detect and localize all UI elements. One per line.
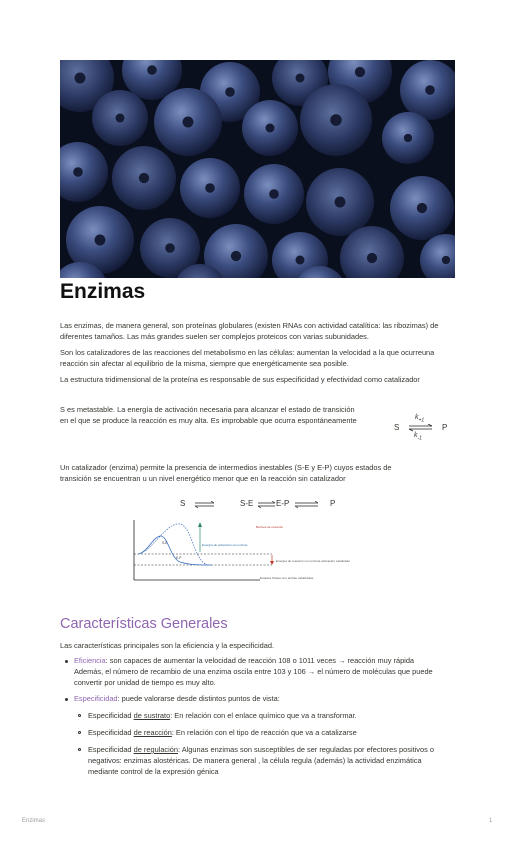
blueberry-crown (269, 189, 279, 199)
equilibrium-arrows (408, 424, 434, 432)
diagram-label-final: Estados finales con ambas catalizadas (260, 576, 314, 580)
species-p: P (330, 499, 336, 508)
diagram-label-barrier: Barrera de reacción (256, 525, 284, 529)
blueberry-crown (225, 87, 235, 97)
sub-lead: Especificidad (88, 728, 134, 737)
blueberry-crown (75, 73, 86, 84)
bullet-eficiencia (74, 655, 454, 689)
sub-rest: : Algunas enzimas son susceptibles de ser reguladas por efectores positivos o negativos: enzimas alostéricas. De manera general , la célula regula (además) la actividad enzimática mediante control de la expresión génica (88, 745, 434, 777)
especificidad-label: Especificidad (74, 694, 118, 703)
species-ep: E-P (276, 499, 290, 508)
reaction-p: P (442, 423, 448, 432)
sub-rest: : En relación con el tipo de reacción que va a catalizarse (171, 728, 357, 737)
footer-doc-title: Enzimas (22, 818, 46, 824)
species-s: S (180, 499, 186, 508)
diagram-label-catalyzed: Energía de reacción con enzima activación catalizada (276, 559, 350, 563)
sub-bullet-sustrato (88, 710, 448, 721)
blueberry-crown (147, 65, 157, 75)
cover-image (60, 60, 455, 278)
diagram-small-label-2: E-P (176, 556, 182, 560)
blueberry-crown (95, 235, 106, 246)
sub-bullet-reaccion (88, 727, 448, 738)
reaction-s: S (394, 423, 400, 432)
blueberry-crown (355, 67, 365, 77)
energy-diagram-graphic (132, 518, 362, 586)
reaction-equation-2 (178, 498, 348, 512)
eq-arrows-3 (294, 501, 320, 509)
blueberry-crown (417, 203, 427, 213)
blueberry-crown (296, 74, 305, 83)
section-intro: Las características principales son la eficiencia y la especificidad. (60, 641, 275, 650)
blueberry-crown (296, 256, 305, 265)
bullet-dot (65, 660, 68, 663)
reaction-equation-1 (392, 412, 462, 446)
bullet-dot (65, 698, 68, 701)
eficiencia-label: Eficiencia (74, 656, 106, 665)
eq-arrows-1 (194, 501, 216, 509)
sub-underlined: de sustrato (133, 711, 171, 720)
eficiencia-text: : son capaces de aumentar la velocidad de reacción 108 o 1011 veces → reacción muy rápida (105, 656, 415, 665)
sub-bullet-ring (78, 714, 81, 717)
intro-paragraph-1: Las enzimas, de manera general, son proteínas globulares (existen RNAs con actividad catalítica: las ribozimas) de diferentes tamaños. Las más grandes suelen ser complejos proteicos con varias subunidades. (60, 321, 439, 342)
eq-arrows-2 (257, 501, 277, 509)
rate-constant-forward: $k_{+1}$ (415, 414, 425, 424)
bullet-especificidad (74, 693, 454, 704)
blueberry-crown (139, 173, 149, 183)
rate-constant-reverse: $k_{-1}$ (414, 432, 422, 442)
page-title: Enzimas (60, 280, 146, 303)
especificidad-text: : puede valorarse desde distintos puntos de vista: (117, 694, 280, 703)
diagram-small-label-1: S-E (162, 541, 168, 545)
sub-underlined: de regulación (133, 745, 178, 754)
energy-diagram (132, 518, 362, 586)
sub-lead: Especificidad (88, 745, 134, 754)
blueberry-crown (404, 134, 412, 142)
blueberry-crown (165, 243, 175, 253)
blueberry-crown (335, 197, 346, 208)
blueberry-crown (231, 251, 241, 261)
blueberry-crown (205, 183, 215, 193)
species-se: S-E (240, 499, 254, 508)
eficiencia-text-2: Además, el número de recambio de una enzima oscila entre 103 y 106 → el número de moléculas que puede convertir por unidad de tiempo es muy alto. (74, 667, 433, 688)
sub-bullet-regulacion (88, 744, 448, 778)
blueberry-crown (367, 253, 377, 263)
blueberry-crown (330, 114, 342, 126)
intro-paragraph-3: La estructura tridimensional de la proteína es responsable de sus especificidad y efectividad como catalizador (60, 375, 420, 384)
intro-paragraph-2: Son los catalizadores de las reacciones del metabolismo en las células: aumentan la velocidad a la que ocurreuna reacción sin afectar al equilibrio de la misma, siempre que energéticamente sea posible. (60, 348, 435, 369)
sub-lead: Especificidad (88, 711, 134, 720)
diagram-label-activation: Energía de activación sin enzima (202, 543, 248, 547)
section-title: Características Generales (60, 616, 228, 632)
footer-page-number: 1 (489, 818, 493, 824)
sub-bullet-ring (78, 748, 81, 751)
blueberry-crown (266, 124, 275, 133)
blueberry-crown (442, 256, 450, 264)
metastable-paragraph: S es metastable. La energía de activación necesaria para alcanzar el estado de transición en el que se produce la reacción es muy alta. Es improbable que ocurra espontáneamente (60, 405, 357, 426)
sub-bullet-ring (78, 731, 81, 734)
blueberry-crown (116, 114, 125, 123)
catalyst-paragraph: Un catalizador (enzima) permite la presencia de intermedios inestables (S-E y E-P) cuyos estados de transición se encuentran u un nivel energético menor que en la reacción sin catalizador (60, 463, 392, 484)
blueberry-crown (183, 117, 194, 128)
sub-underlined: de reacción (133, 728, 172, 737)
blueberry-crown (73, 167, 83, 177)
blueberry-crown (425, 85, 435, 95)
sub-rest: : En relación con el enlace químico que va a transformar. (170, 711, 357, 720)
